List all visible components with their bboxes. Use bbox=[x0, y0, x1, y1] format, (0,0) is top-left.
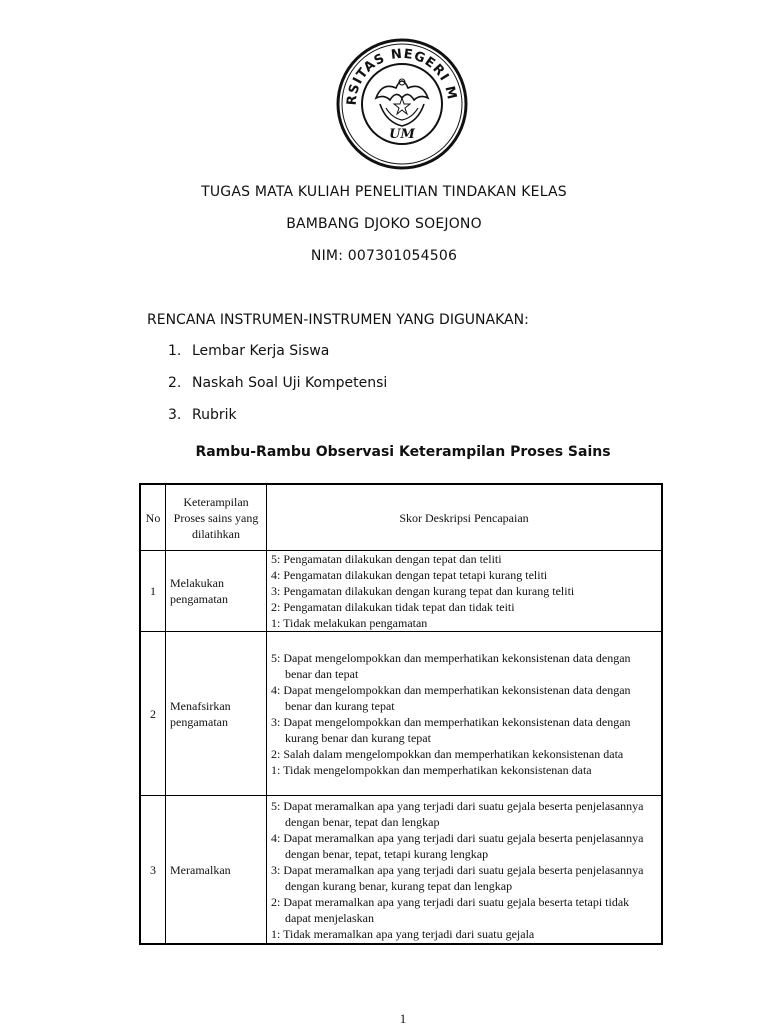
table-row bbox=[140, 632, 662, 796]
row-skill: Melakukan pengamatan bbox=[166, 551, 267, 632]
document-title: TUGAS MATA KULIAH PENELITIAN TINDAKAN KELAS bbox=[201, 184, 567, 200]
score-item: 2: Pengamatan dilakukan tidak tepat dan tidak teiti bbox=[271, 600, 515, 614]
score-item: 1: Tidak mengelompokkan dan memperhatikan kekonsistenan data bbox=[271, 762, 592, 777]
row-skill: Meramalkan bbox=[166, 796, 267, 945]
instrument-list bbox=[168, 341, 387, 437]
score-item: 1: Tidak melakukan pengamatan bbox=[271, 616, 428, 630]
score-item: 5: Dapat meramalkan apa yang terjadi dari suatu gejala beserta penjelasannya dengan benar, tepat dan lengkap bbox=[271, 798, 644, 829]
list-item-number: 3. bbox=[168, 407, 182, 423]
list-item-label: Naskah Soal Uji Kompetensi bbox=[192, 375, 388, 391]
score-item: 2: Dapat meramalkan apa yang terjadi dari suatu gejala beserta tetapi tidak dapat menjelaskan bbox=[271, 894, 630, 925]
header-skill: Keterampilan Proses sains yang dilatihkan bbox=[166, 484, 267, 551]
university-seal-logo bbox=[336, 38, 468, 170]
university-seal-icon bbox=[336, 38, 468, 170]
row-number: 3 bbox=[140, 796, 166, 945]
list-item bbox=[168, 341, 387, 373]
row-description bbox=[267, 632, 663, 796]
row-description bbox=[267, 796, 663, 945]
score-item: 5: Pengamatan dilakukan dengan tepat dan teliti bbox=[271, 552, 502, 566]
score-item: 4: Dapat mengelompokkan dan memperhatikan kekonsistenan data dengan benar dan kurang tepat bbox=[271, 682, 631, 713]
score-item: 4: Pengamatan dilakukan dengan tepat tetapi kurang teliti bbox=[271, 568, 548, 582]
table-row bbox=[140, 796, 662, 945]
svg-text:UM: UM bbox=[389, 127, 415, 142]
table-title: Rambu-Rambu Observasi Keterampilan Proses Sains bbox=[195, 444, 611, 460]
header-no: No bbox=[140, 484, 166, 551]
row-skill: Menafsirkan pengamatan bbox=[166, 632, 267, 796]
header-description: Skor Deskripsi Pencapaian bbox=[267, 484, 663, 551]
score-item: 5: Dapat mengelompokkan dan memperhatikan kekonsistenan data dengan benar dan tepat bbox=[271, 650, 631, 681]
score-item: 1: Tidak meramalkan apa yang terjadi dari suatu gejala bbox=[271, 926, 535, 941]
list-item bbox=[168, 373, 387, 405]
score-item: 3: Dapat mengelompokkan dan memperhatikan kekonsistenan data dengan kurang benar dan kurang tepat bbox=[271, 714, 631, 745]
row-description bbox=[267, 551, 663, 632]
list-item-label: Rubrik bbox=[192, 407, 237, 423]
score-item: 4: Dapat meramalkan apa yang terjadi dari suatu gejala beserta penjelasannya dengan benar, tepat, tetapi kurang lengkap bbox=[271, 830, 644, 861]
student-id: NIM: 007301054506 bbox=[310, 248, 458, 264]
row-number: 2 bbox=[140, 632, 166, 796]
score-item: 3: Dapat meramalkan apa yang terjadi dari suatu gejala beserta penjelasannya dengan kurang benar, kurang tepat dan lengkap bbox=[271, 862, 644, 893]
author-name: BAMBANG DJOKO SOEJONO bbox=[286, 216, 482, 232]
section-title: RENCANA INSTRUMEN-INSTRUMEN YANG DIGUNAKAN: bbox=[147, 312, 529, 328]
list-item bbox=[168, 405, 387, 437]
row-number: 1 bbox=[140, 551, 166, 632]
table-header-row bbox=[140, 484, 662, 551]
list-item-number: 1. bbox=[168, 343, 182, 359]
list-item-label: Lembar Kerja Siswa bbox=[192, 343, 330, 359]
table-row bbox=[140, 551, 662, 632]
score-item: 3: Pengamatan dilakukan dengan kurang tepat dan kurang teliti bbox=[271, 584, 575, 598]
page-number: 1 bbox=[399, 1011, 407, 1026]
observation-table bbox=[139, 483, 663, 945]
svg-text:UNIVERSITAS NEGERI MALANG: RSITAS NEGERI M bbox=[344, 46, 460, 106]
score-item: 2: Salah dalam mengelompokkan dan memperhatikan kekonsistenan data bbox=[271, 746, 624, 761]
list-item-number: 2. bbox=[168, 375, 182, 391]
